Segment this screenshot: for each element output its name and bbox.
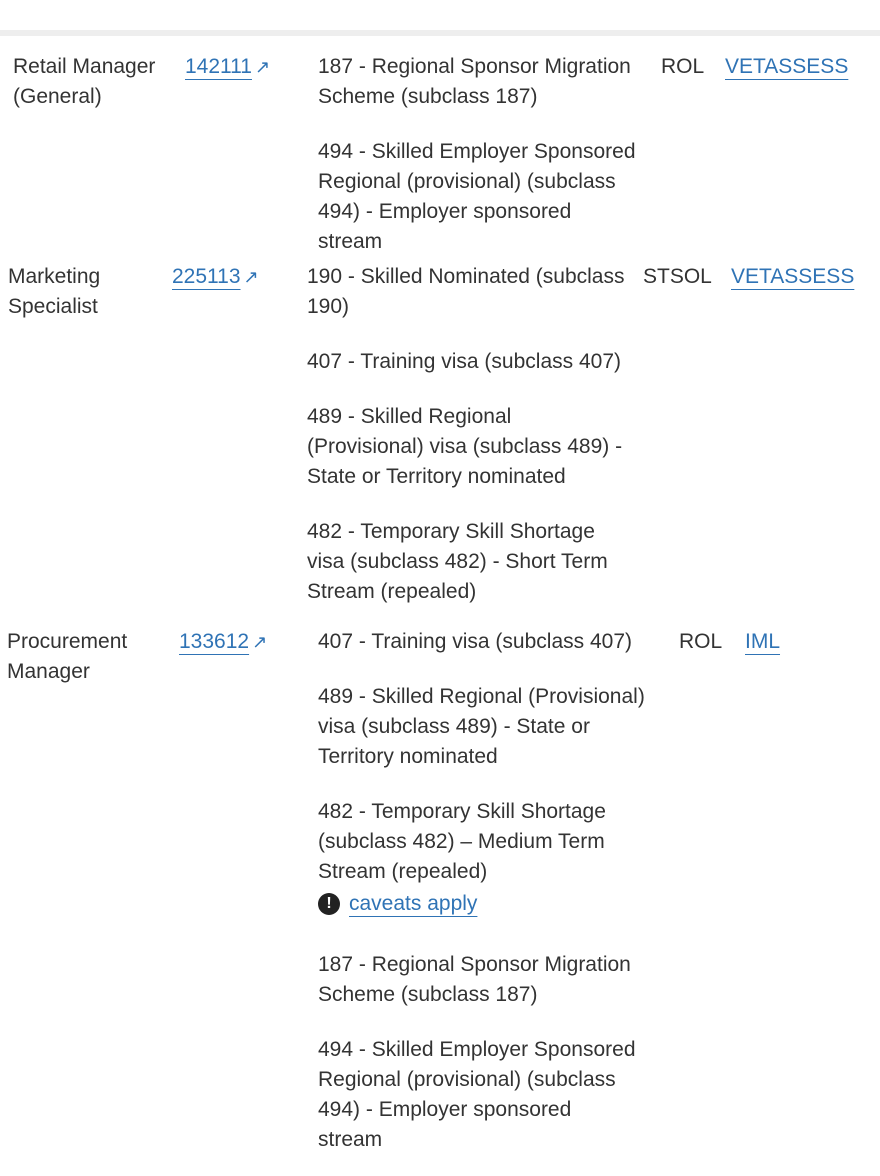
occupation-list: STSOL xyxy=(643,265,712,288)
visa-item: 187 - Regional Sponsor Migration Scheme (subclass 187) xyxy=(318,953,631,1006)
assessing-authority-link[interactable]: VETASSESS xyxy=(725,55,849,78)
visa-item: 482 - Temporary Skill Shortage (subclass 482) – Medium Term Stream (repealed) xyxy=(318,800,606,883)
anzsco-code-link[interactable] xyxy=(172,262,259,292)
visa-item: 187 - Regional Sponsor Migration Scheme (subclass 187) xyxy=(318,55,631,108)
caveat-notice xyxy=(318,889,648,919)
external-link-icon: ↗ xyxy=(243,267,259,287)
occupation-list: ROL xyxy=(679,630,723,653)
exclamation-icon: ! xyxy=(318,893,340,915)
anzsco-code-link[interactable] xyxy=(179,627,267,657)
anzsco-code-link[interactable] xyxy=(185,52,270,82)
occupation-name: Marketing Specialist xyxy=(8,265,101,318)
anzsco-code: 133612 xyxy=(179,630,250,653)
visa-item: 407 - Training visa (subclass 407) xyxy=(318,630,632,653)
occupation-list: ROL xyxy=(661,55,705,78)
anzsco-code: 225113 xyxy=(172,265,241,288)
visa-list xyxy=(318,627,648,1155)
anzsco-code: 142111 xyxy=(185,55,252,78)
visa-item: 494 - Skilled Employer Sponsored Regional (provisional) (subclass 494) - Employer sponsored stream xyxy=(318,1038,636,1151)
visa-list xyxy=(307,262,629,607)
visa-item-with-caveat xyxy=(318,797,648,919)
external-link-icon: ↗ xyxy=(252,632,268,652)
visa-item: 482 - Temporary Skill Shortage visa (subclass 482) - Short Term Stream (repealed) xyxy=(307,520,608,603)
visa-item: 190 - Skilled Nominated (subclass 190) xyxy=(307,265,625,318)
occupation-name: Procurement Manager xyxy=(7,630,128,683)
visa-item: 489 - Skilled Regional (Provisional) visa (subclass 489) - State or Territory nominated xyxy=(307,405,623,488)
assessing-authority-link[interactable]: VETASSESS xyxy=(731,265,855,288)
external-link-icon: ↗ xyxy=(254,57,271,77)
visa-item: 407 - Training visa (subclass 407) xyxy=(307,350,621,373)
caveats-apply-link[interactable]: caveats apply xyxy=(349,892,478,915)
top-divider xyxy=(0,30,880,36)
visa-list xyxy=(318,52,638,257)
occupation-name: Retail Manager (General) xyxy=(13,55,156,108)
assessing-authority-link[interactable]: IML xyxy=(745,630,781,653)
visa-item: 494 - Skilled Employer Sponsored Regional (provisional) (subclass 494) - Employer sponsored stream xyxy=(318,140,636,253)
visa-item: 489 - Skilled Regional (Provisional) visa (subclass 489) - State or Territory nominated xyxy=(318,685,645,768)
